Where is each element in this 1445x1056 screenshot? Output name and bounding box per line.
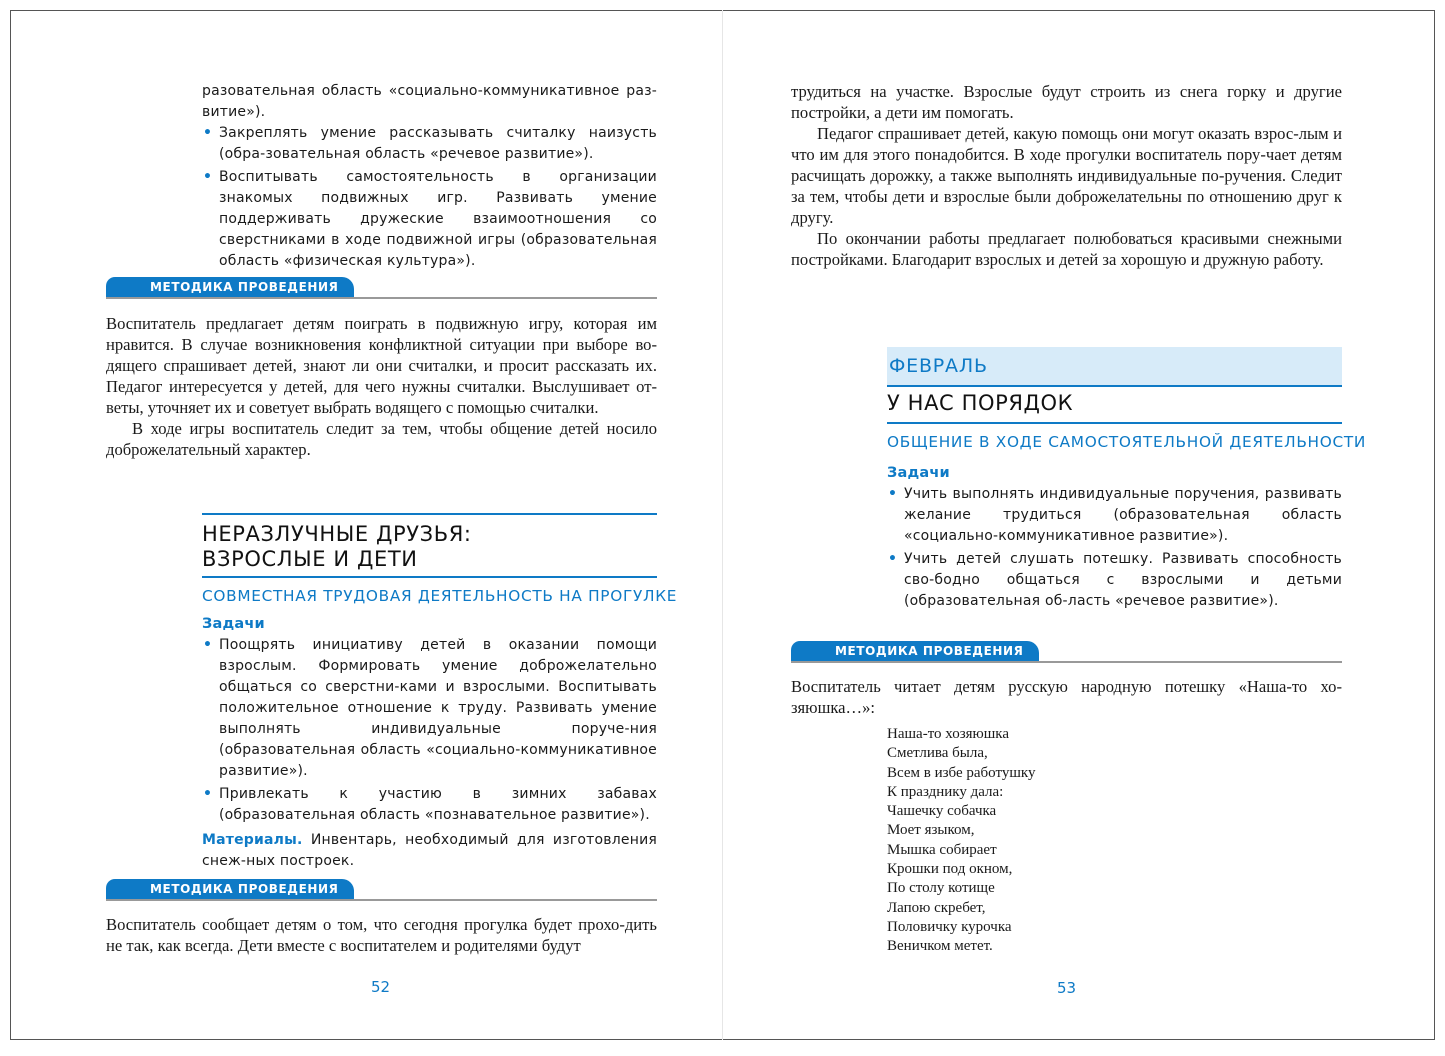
poem-line: Лапою скребет, [887, 899, 986, 916]
page-53 [723, 11, 1436, 1041]
tasks-block [202, 613, 657, 872]
method-text [791, 676, 1342, 718]
right-top-block [791, 81, 1342, 270]
method-text-2 [106, 914, 657, 956]
method-header-1 [106, 277, 657, 299]
bullet-item: • Воспитывать самостоятельность в организации знакомых подвижных игр. Развивать умение поддерживать дружеские взаимоотношения со сверстниками в ходе подвижной игры (образовательная область «физическая культура»). [202, 167, 657, 272]
divider [791, 661, 1342, 663]
poem-line: Крошки под окном, [887, 861, 1013, 878]
method-label: МЕТОДИКА ПРОВЕДЕНИЯ [106, 277, 354, 297]
gutter-shadow [722, 10, 723, 1040]
divider [887, 422, 1342, 424]
divider [106, 297, 657, 299]
section-subtitle: СОВМЕСТНАЯ ТРУДОВАЯ ДЕЯТЕЛЬНОСТЬ НА ПРОГУЛКЕ [202, 587, 678, 605]
method-label: МЕТОДИКА ПРОВЕДЕНИЯ [106, 879, 354, 899]
bullet-item: • Учить детей слушать потешку. Развивать способность сво-бодно общаться с взрослыми и детьми (образовательная об-ласть «речевое развитие»). [887, 549, 1342, 612]
poem-line: Сметлива была, [887, 745, 988, 762]
paragraph: трудиться на участке. Взрослые будут строить из снега горку и другие постройки, а дети им помогать. [791, 82, 1342, 122]
section-title: ВЗРОСЛЫЕ И ДЕТИ [202, 547, 418, 571]
tasks-label: Задачи [202, 616, 265, 632]
poem-line: Половичку курочка [887, 918, 1012, 935]
poem-line: Веничком метет. [887, 938, 993, 955]
paragraph: Воспитатель сообщает детям о том, что сегодня прогулка будет прохо-дить не так, как всегда. Дети вместе с воспитателем и родителями будут [106, 915, 657, 955]
continued-text: разовательная область «социально-коммуникативное раз-витие»). [202, 83, 657, 120]
divider [106, 899, 657, 901]
page-number: 52 [371, 978, 391, 996]
section-header [887, 391, 1367, 453]
page-52 [11, 11, 723, 1041]
page-number: 53 [1057, 979, 1077, 997]
paragraph: В ходе игры воспитатель следит за тем, чтобы общение детей носило доброжелательный характер. [106, 419, 657, 459]
bullet-item: • Закреплять умение рассказывать считалку наизусть (обра-зовательная область «речевое развитие»). [202, 123, 657, 165]
poem-line: Всем в избе работушку [887, 764, 1036, 781]
paragraph: По окончании работы предлагает полюбоваться красивыми снежными постройками. Благодарит взрослых и детей за хорошую и дружную работу. [791, 229, 1342, 269]
month-banner [887, 347, 1342, 387]
poem [887, 725, 1187, 957]
method-header [791, 641, 1342, 663]
section-title: У НАС ПОРЯДОК [887, 391, 1074, 415]
section-title: НЕРАЗЛУЧНЫЕ ДРУЗЬЯ: [202, 522, 472, 546]
poem-line: Чашечку собачка [887, 803, 997, 820]
poem-line: К празднику дала: [887, 783, 1004, 800]
section-subtitle: ОБЩЕНИЕ В ХОДЕ САМОСТОЯТЕЛЬНОЙ ДЕЯТЕЛЬНОСТИ [887, 433, 1367, 451]
paragraph: Воспитатель предлагает детям поиграть в подвижную игру, которая им нравится. В случае возникновения конфликтной ситуации при выборе во-дящего спрашивает детей, знают ли они считалки, и просит рассказать их. Педагог интересуется у детей, для чего нужны считалки. Выслушивает от-веты, уточняет их и советует выбрать водящего с помощью считалки. [106, 314, 657, 417]
poem-line: Моет языком, [887, 822, 975, 839]
method-text-1 [106, 313, 657, 460]
section-header [202, 513, 678, 607]
divider [202, 513, 657, 515]
poem-line: Наша-то хозяюшка [887, 726, 1010, 742]
poem-line: Мышка собирает [887, 841, 997, 858]
tasks-block [887, 462, 1342, 614]
paragraph: Воспитатель читает детям русскую народную потешку «Наша-то хо-зяюшка…»: [791, 677, 1342, 717]
bullet-item: • Учить выполнять индивидуальные поручения, развивать желание трудиться (образовательная область «социально-коммуникативное развитие»). [887, 484, 1342, 547]
left-top-block [202, 81, 657, 274]
method-header-2 [106, 879, 657, 901]
materials-text: Инвентарь, необходимый для изготовления снеж-ных построек. [202, 832, 657, 869]
tasks-label: Задачи [887, 465, 950, 481]
divider [202, 576, 657, 578]
poem-line: По столу котище [887, 880, 995, 897]
materials-label: Материалы. [202, 832, 303, 848]
method-label: МЕТОДИКА ПРОВЕДЕНИЯ [791, 641, 1039, 661]
month-title: ФЕВРАЛЬ [889, 355, 988, 377]
bullet-item: • Привлекать к участию в зимних забавах (образовательная область «познавательное развитие»). [202, 784, 657, 826]
materials [202, 830, 657, 872]
paragraph: Педагог спрашивает детей, какую помощь они могут оказать взрос-лым и что им для этого понадобится. В ходе прогулки воспитатель пору-чает детям расчищать дорожку, а также выполнять индивидуальные по-ручения. Следит за тем, чтобы дети и взрослые были доброжелательны по отношению друг к другу. [791, 124, 1342, 227]
bullet-item: • Поощрять инициативу детей в оказании помощи взрослым. Формировать умение доброжелательно общаться со сверстни-ками и взрослыми. Воспитывать положительное отношение к труду. Развивать умение выполнять индивидуальные поруче-ния (образовательная область «социально-коммуникативное развитие»). [202, 635, 657, 782]
